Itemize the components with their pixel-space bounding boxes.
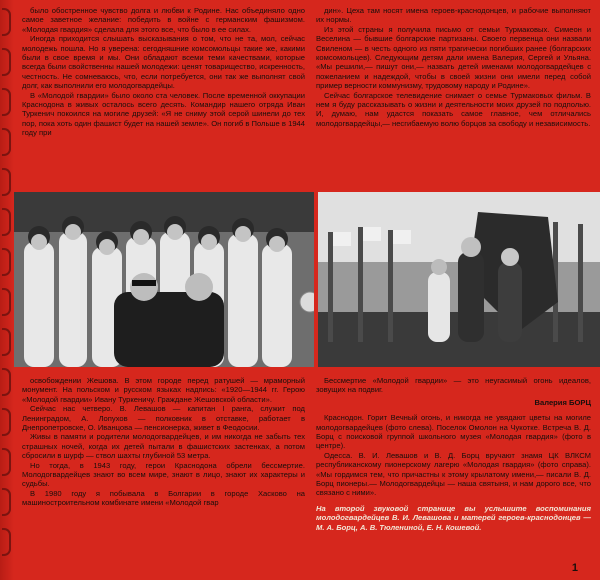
paragraph: дин». Цеха там носят имена героев-краснодонцев, и рабочие выполняют их нормы. bbox=[316, 6, 591, 25]
binding-ring bbox=[2, 488, 11, 516]
binding-ring bbox=[2, 168, 11, 196]
paragraph: Живы в памяти и родители молодогвардейцев, и им никогда не забыть тех страшных ночей, когда их детей пытали в фашистских застенках, а потом сбросили в шурф — ствол шахты глубиной 53 метра. bbox=[22, 432, 305, 461]
article-column-bottom-left bbox=[22, 376, 305, 508]
photo-banner-illustration bbox=[318, 192, 600, 367]
photo-pioneers-group bbox=[14, 192, 314, 367]
binding-ring bbox=[2, 368, 11, 396]
binding-ring bbox=[2, 448, 11, 476]
binding-ring bbox=[2, 528, 11, 556]
photo-pioneers-illustration bbox=[14, 192, 314, 367]
paragraph: Бессмертие «Молодой гвардии» — это неугасимый огонь идеалов, зовущих на подвиг. bbox=[316, 376, 591, 395]
paragraph: Сейчас нас четверо. В. Левашов — капитан I ранга, служит под Ленинградом, А. Лопухов — полковник в отставке, работает в Днепропетровске, О. Иванцова — пенсионерка, живет в Феодосии. bbox=[22, 404, 305, 433]
photo-caption: Одесса. В. И. Левашов и В. Д. Борц вручают знамя ЦК ВЛКСМ республиканскому пионерскому лагерю «Молодая гвардия» (фото справа). «Мы гордимся тем, что причастны к этому крылатому имени,— писали В. Д. Борц пионеры.— Молодогвардейцы — наша святыня, и нам дорого все, что связано с ними». bbox=[316, 450, 591, 498]
binding-ring bbox=[2, 48, 11, 76]
spiral-binding bbox=[0, 0, 14, 580]
photo-banner-ceremony bbox=[318, 192, 600, 367]
binding-ring bbox=[2, 128, 11, 156]
paragraph: было обостренное чувство долга и любви к Родине. Нас объединяло одно самое заветное желание: победить в войне с германским фашизмом. «Молодая гвардия» сделала для этого все, что было в ее силах. bbox=[22, 6, 305, 34]
paragraph: освобождении Жешова. В этом городе перед ратушей — мраморный монумент. На польском и русском языках надпись: «1920—1944 гг. Герою «Молодой гвардии» Ивану Туркеничу. Граждане Жешовской области». bbox=[22, 376, 305, 404]
binding-ring bbox=[2, 288, 11, 316]
binding-ring bbox=[2, 248, 11, 276]
paragraph: Сейчас болгарское телевидение снимает о семье Турмаковых фильм. В нем я буду рассказывать о жизни и деятельности моих друзей по подполью. И, думаю, нам удастся показать самое главное, чем отличались молодогвардейцы,— несгибаемую волю борцов за свободу и независимость. bbox=[316, 90, 591, 128]
binding-ring bbox=[2, 88, 11, 116]
binding-ring bbox=[2, 328, 11, 356]
binding-ring bbox=[2, 408, 11, 436]
page-number: 1 bbox=[571, 562, 578, 574]
photo-caption: Краснодон. Горит Вечный огонь, и никогда не увядают цветы на могиле молодогвардейцев (фото слева). Поселок Омолон на Чукотке. Встреча В. Д. Борц с поисковой группой школьного музея «Молодая гвардия» (фото в центре). bbox=[316, 413, 591, 451]
paragraph: Но тогда, в 1943 году, герои Краснодона обрели бессмертие. Молодогвардейцев знают во всем мире, знают в лицо, знают их характеры и судьбы. bbox=[22, 460, 305, 489]
paragraph: В 1980 году я побывала в Болгарии в городе Хасково на машиностроительном комбинате имени «Молодой гвар bbox=[22, 488, 305, 508]
binding-ring bbox=[2, 8, 11, 36]
binding-ring bbox=[2, 208, 11, 236]
article-column-top-left bbox=[22, 6, 305, 138]
paragraph: Иногда приходится слышать высказывания о том, что не та, мол, сейчас молодежь пошла. Но я уверена: сегодняшние комсомольцы такие же, какими были в свое время и мы. Они обладают всеми теми качествами, которые всегда были свойственны нашей молодежи: ценят товарищество, искренность, честность. Не сомневаюсь, что, если потребуется, они так же выполнят свой долг, как выполнили его молодогвардейцы. bbox=[22, 34, 305, 91]
paragraph: Из этой страны я получила письмо от семьи Турмаковых. Симеон и Веселина — бывшие болгарские партизаны. Своего первенца они назвали Свиленом — в честь одного из пяти трагически погибших ранее (болгарских комсомольцев). Следующим детям дали имена Валерия, Сергей и Ульяна. «Мы решили,— пишут они,— назвать детей именами молодогвардейцев с пожеланием и надеждой, чтобы в своей жизни они имели перед собой пример верности коммунизму, трудовому народу и Родине». bbox=[316, 24, 591, 91]
author-signature: Валерия БОРЦ bbox=[534, 397, 591, 407]
paragraph: В «Молодой гвардии» было около ста человек. После временной оккупации Краснодона в живых осталось всего десять. Командир нашего отряда Иван Туркенич покоился на могиле друзей: «Я не сниму этой серой шинели до тех пор, пока хоть один фашист будет на нашей земле». Он погиб в Польше в 1944 году при bbox=[22, 90, 305, 138]
article-column-bottom-right bbox=[316, 376, 591, 533]
audio-page-note: На второй звуковой странице вы услышите воспоминания молодогвардейцев В. И. Левашова и матерей героев-краснодонцев — М. А. Борц, А. В. Тюлениной, Е. Н. Кошевой. bbox=[316, 503, 591, 533]
article-column-top-right bbox=[316, 6, 591, 128]
